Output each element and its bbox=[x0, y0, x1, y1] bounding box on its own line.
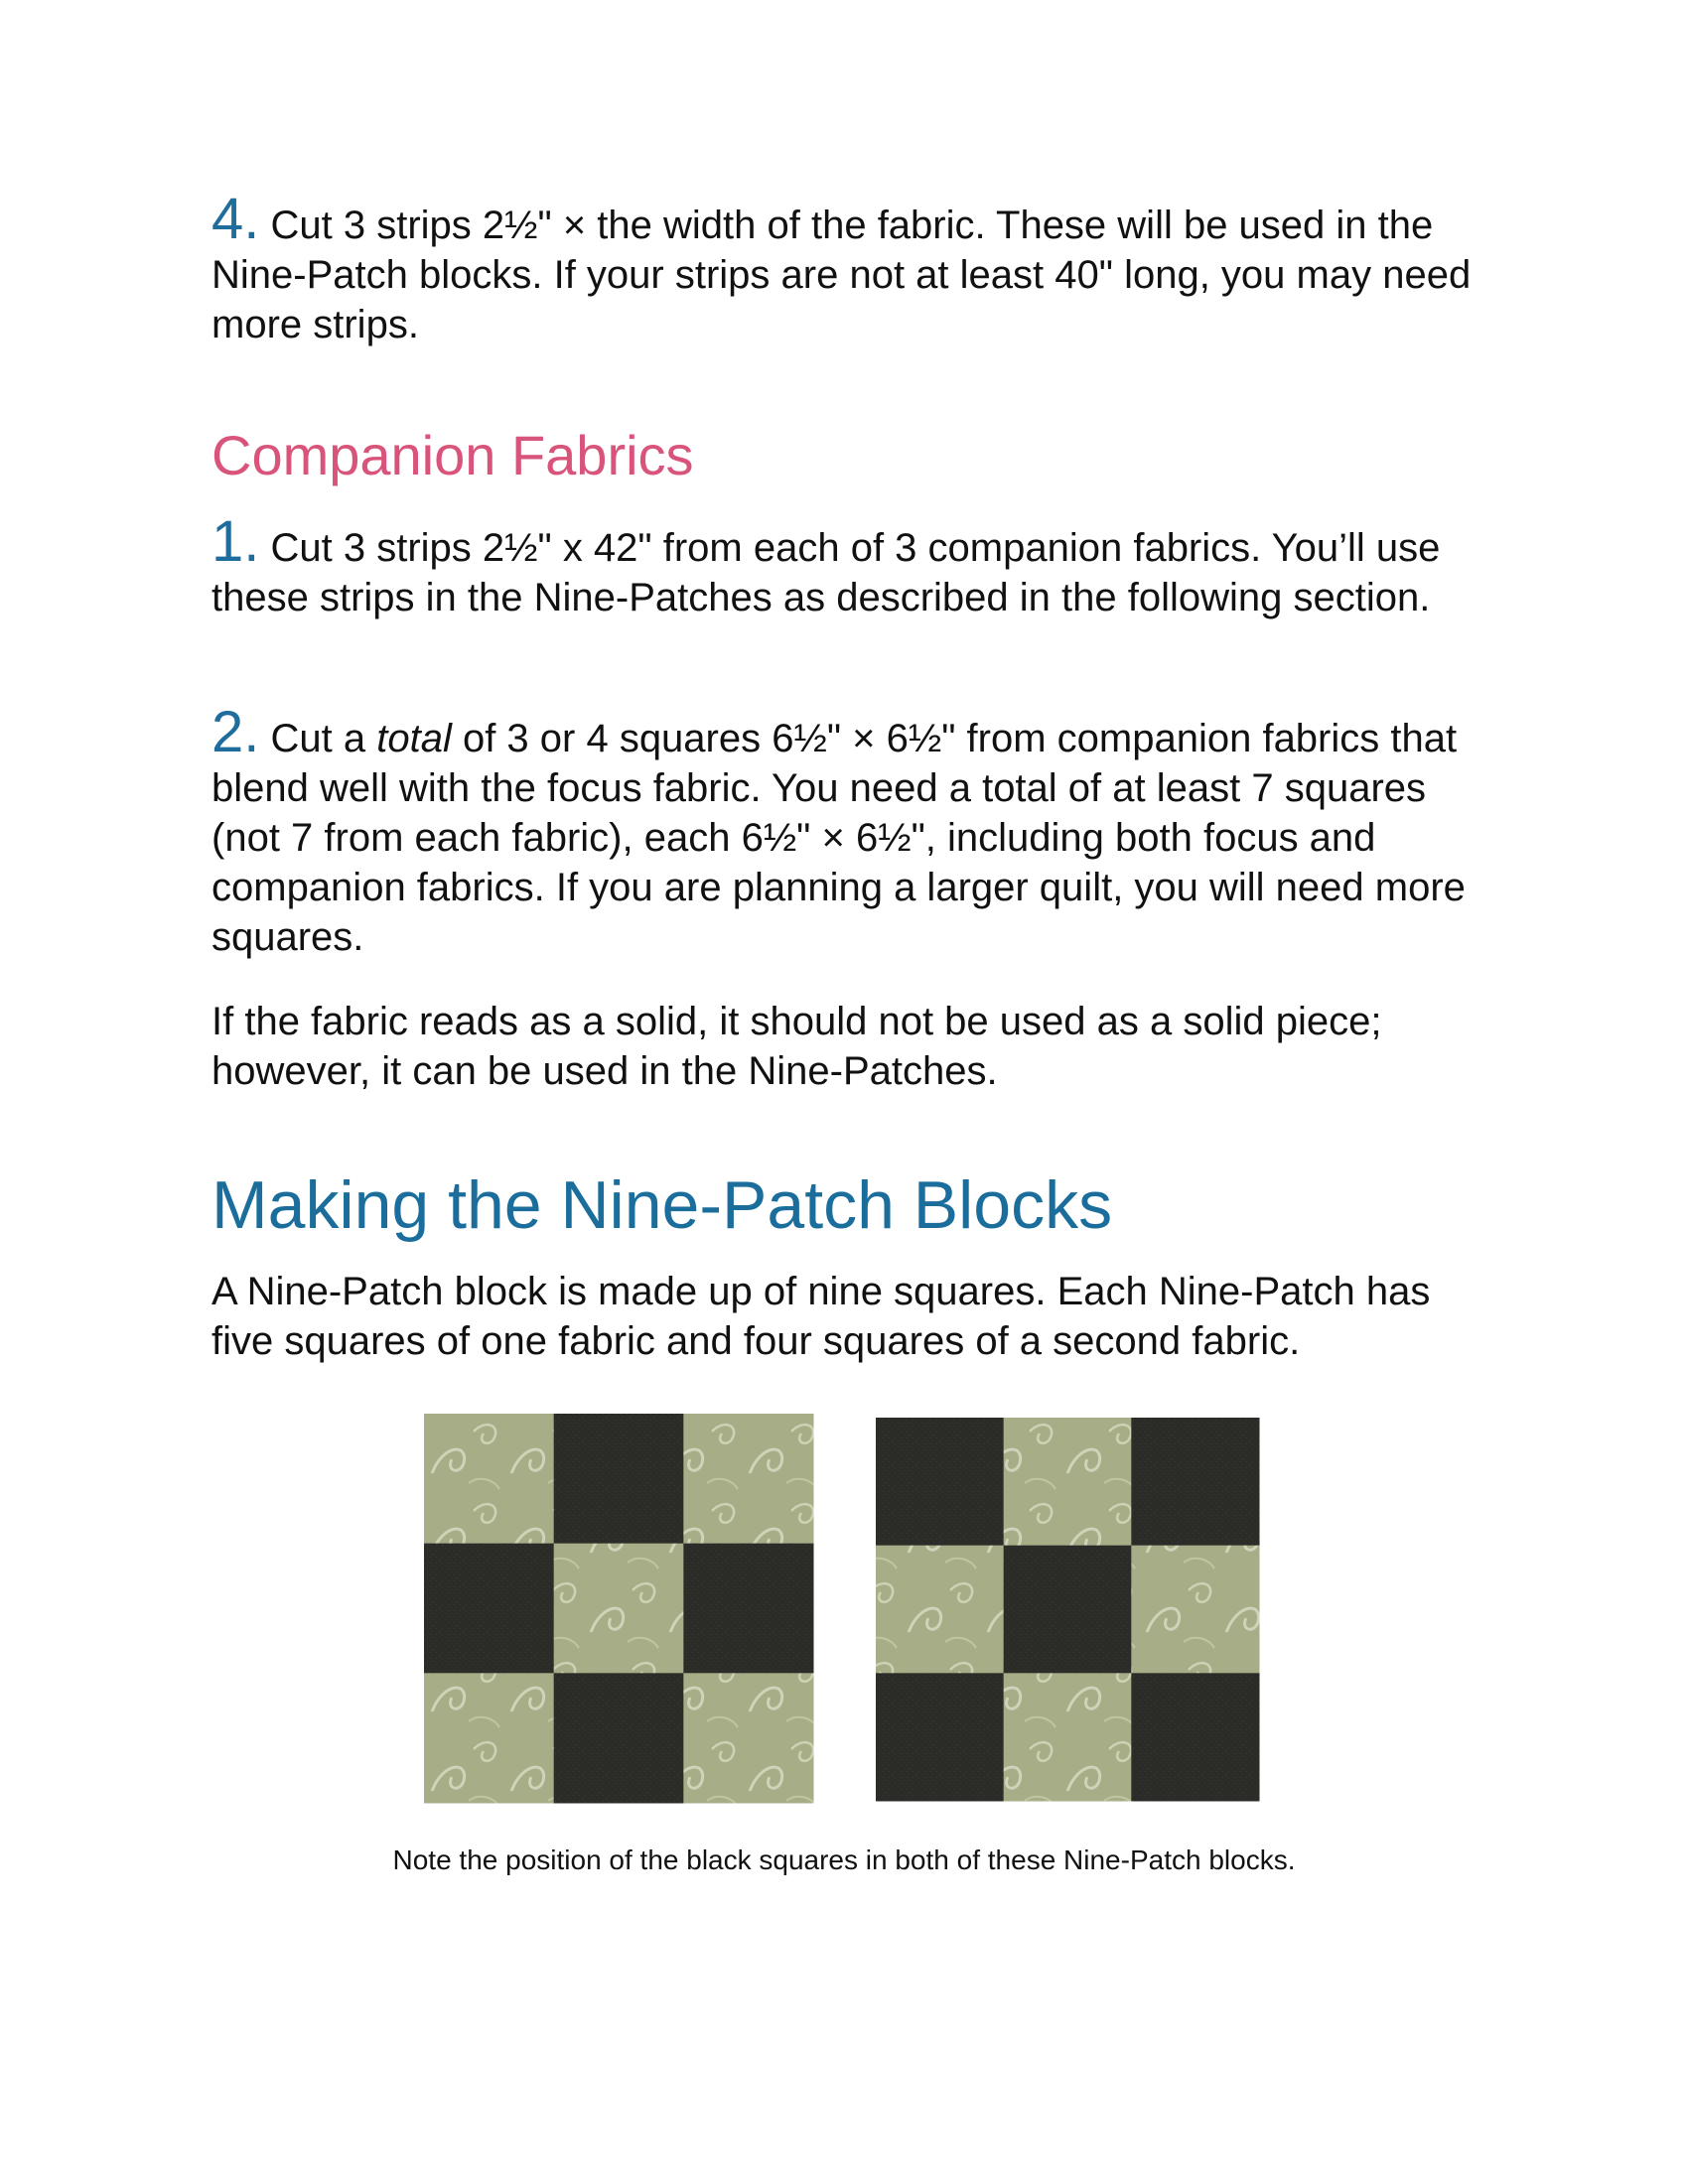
light-fabric-square bbox=[554, 1544, 684, 1674]
companion-fabrics-heading: Companion Fabrics bbox=[211, 424, 694, 486]
dark-fabric-square bbox=[554, 1414, 684, 1544]
dark-fabric-square bbox=[554, 1673, 684, 1803]
step-4 bbox=[211, 187, 1473, 349]
nine-patch-block-1 bbox=[424, 1414, 814, 1804]
step-number: 1. bbox=[211, 509, 260, 574]
dark-fabric-square bbox=[1004, 1546, 1132, 1674]
dark-fabric-square bbox=[876, 1418, 1004, 1546]
step-4-paragraph bbox=[211, 187, 1473, 349]
companion-step-1-paragraph bbox=[211, 509, 1473, 622]
companion-step-1 bbox=[211, 509, 1473, 622]
step-text-post: of 3 or 4 squares 6½" × 6½" from companion fabrics that blend well with the focus fabric. You need a total of at least 7 squares (not 7 from each fabric), each 6½" × 6½", including both focus and companion fabrics. If you are planning a larger quilt, you will need more squares. bbox=[211, 717, 1466, 959]
light-fabric-square bbox=[1131, 1546, 1259, 1674]
step-text-emphasis: total bbox=[376, 717, 452, 760]
light-fabric-square bbox=[683, 1414, 813, 1544]
companion-step-2 bbox=[211, 700, 1473, 962]
dark-fabric-square bbox=[424, 1544, 554, 1674]
light-fabric-square bbox=[876, 1546, 1004, 1674]
light-fabric-square bbox=[683, 1673, 813, 1803]
dark-fabric-square bbox=[1131, 1673, 1259, 1801]
companion-step-2-paragraph bbox=[211, 700, 1473, 962]
light-fabric-square bbox=[424, 1414, 554, 1544]
nine-patch-intro: A Nine-Patch block is made up of nine squares. Each Nine-Patch has five squares of one fabric and four squares of a second fabric. bbox=[211, 1270, 1431, 1363]
step-text: Cut 3 strips 2½" × the width of the fabric. These will be used in the Nine-Patch blocks. If your strips are not at least 40" long, you may need more strips. bbox=[211, 204, 1472, 346]
step-number: 2. bbox=[211, 700, 260, 764]
step-text: Cut 3 strips 2½" x 42" from each of 3 companion fabrics. You’ll use these strips in the Nine-Patches as described in the following section. bbox=[211, 526, 1441, 619]
light-fabric-square bbox=[1004, 1418, 1132, 1546]
step-number: 4. bbox=[211, 187, 260, 251]
solid-fabric-note: If the fabric reads as a solid, it should not be used as a solid piece; however, it can be used in the Nine-Patches. bbox=[211, 1000, 1382, 1093]
dark-fabric-square bbox=[683, 1544, 813, 1674]
light-fabric-square bbox=[1004, 1673, 1132, 1801]
nine-patch-figure bbox=[424, 1414, 1268, 1811]
light-fabric-square bbox=[424, 1673, 554, 1803]
dark-fabric-square bbox=[1131, 1418, 1259, 1546]
nine-patch-block-2 bbox=[876, 1418, 1260, 1802]
figure-caption: Note the position of the black squares in both of these Nine-Patch blocks. bbox=[392, 1844, 1296, 1875]
making-nine-patch-heading: Making the Nine-Patch Blocks bbox=[211, 1167, 1113, 1243]
dark-fabric-square bbox=[876, 1673, 1004, 1801]
step-text-pre: Cut a bbox=[270, 717, 377, 760]
